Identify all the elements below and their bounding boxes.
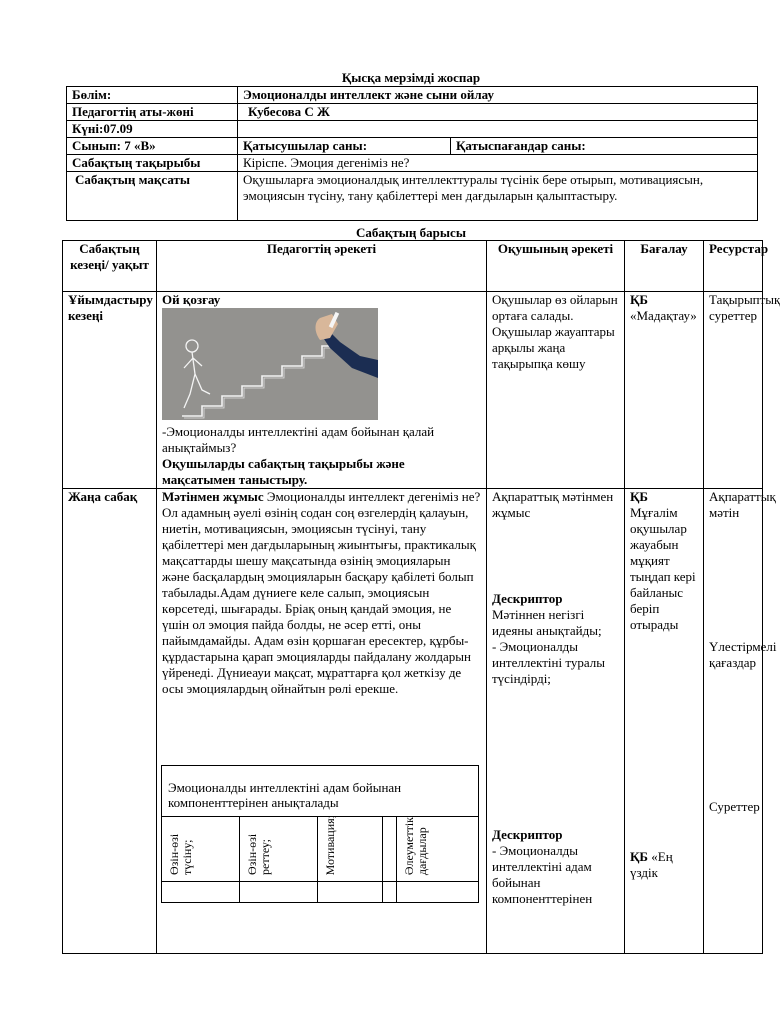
components-table [161,765,479,903]
text-work-paragraph [162,489,481,697]
col-resources: Ресурстар [704,241,763,292]
component-cell [240,882,318,903]
teacher-activity-1 [157,292,487,489]
assessment-2-text: Мұғалім оқушылар жауабын мұқият тыңдап кері байланыс беріп отырады [630,505,696,632]
component-motivation [318,814,383,882]
date-value [238,121,758,138]
assessment-3-type: ҚБ [630,849,649,864]
component-self-awareness-text: Өзін-өзі түсіну; [167,833,194,875]
student-activity-2 [487,489,625,954]
section-label: Бөлім: [67,87,238,104]
component-motivation-text: Мотивация; [323,814,337,875]
col-stage: Сабақтың кезеңі/ уақыт [63,241,157,292]
descriptor-label: Дескриптор [492,591,563,606]
components-header: Эмоционалды интеллектіні адам бойынан компоненттерінен анықталады [162,766,479,817]
resources-2 [704,489,777,954]
resources-2-top: Ақпараттық мәтін [709,489,776,520]
student-activity-2-top: Ақпараттық мәтінмен жұмыс [492,489,614,520]
stairs-illustration [162,308,378,420]
component-self-regulation-text: Өзін-өзі реттеу; [245,833,272,875]
resources-1: Тақырыптық суреттер [704,292,763,489]
warmup-question: -Эмоционалды интеллектіні адам бойынан қалай анықтаймыз? [162,424,435,455]
assessment-1-type: ҚБ [630,292,649,307]
progress-title: Сабақтың барысы [356,225,466,240]
student-activity-1: Оқушылар өз ойларын ортаға салады. Оқушылар жауаптары арқылы жаңа тақырыпқа көшу [487,292,625,489]
topic-intro: Оқушыларды сабақтың тақырыбы және мақсатымен таныстыру. [162,456,405,487]
teacher-label: Педагогтің аты-жөні [67,104,238,121]
descriptor2-items: - Эмоционалды интеллектіні адам бойынан компоненттерінен [492,843,593,906]
component-social-skills-text: Әлеуметтік дағдылар [402,816,429,875]
assessment-3-text: «Ең үздік [630,849,673,880]
date-label: Күні:07.09 [67,121,238,138]
header-table [66,86,758,221]
present-label: Қатысушылар саны: [238,138,451,155]
component-cell [383,882,397,903]
component-cell [397,882,479,903]
col-teacher: Педагогтің әрекеті [157,241,487,292]
text-work-body: Эмоционалды интеллект дегеніміз не? Ол адамның әуелі өзінің содан соң өзгелердің қалауын, ниетін, мотивациясын, эмоциясын түсінуі, тану қабілеттері мен дағдыларының жиынтығы, практикалық мақсаттарды шешу мақсатында өзінің эмоцияларын және басқалардың эмоцияларын басқару қабілеті болып табылады.Адам дүниеге келе салып, эмоциясын көрсетеді, шығарады. Бріақ оның қандай эмоция, не үшін ол эмоция пайда болды, не әсер етті, оны пайымдамайды. Адам өзін қоршаған ересектер, құрбы-құрдастарына қарап эмоцияларды пайдалану жолдарын үйренеді. Дүниеауи мақсат, мұраттарға қол жеткізу де осы эмоциялардың ойнайтын рөлі ерекше. [162,489,481,696]
topic-value: Кіріспе. Эмоция дегеніміз не? [238,155,758,172]
section-value: Эмоционалды интеллект және сыни ойлау [238,87,758,104]
component-empty [383,817,397,882]
class-label: Сынып: 7 «В» [67,138,238,155]
assessment-1 [625,292,704,489]
col-student: Оқушының әрекеті [487,241,625,292]
component-social-skills [397,817,479,882]
component-self-awareness [162,817,240,882]
assessment-2-type: ҚБ [630,489,649,504]
descriptor-items: Мәтіннен негізгі идеяны анықтайды; - Эмоционалды интеллектіні туралы түсіндірді; [492,607,605,686]
absent-label: Қатыспағандар саны: [451,138,758,155]
component-cell [318,882,383,903]
topic-label: Сабақтың тақырыбы [67,155,238,172]
component-cell [162,882,240,903]
assessment-3 [630,849,698,881]
component-self-regulation [240,817,318,882]
stage-new-lesson: Жаңа сабақ [63,489,157,954]
assessment-2 [625,489,704,954]
resources-2-mid: Үлестірмелі қағаздар [709,639,777,670]
stage-organization: Ұйымдастыру кезеңі [63,292,157,489]
col-assessment: Бағалау [625,241,704,292]
assessment-1-text: «Мадақтау» [630,308,697,323]
goal-label: Сабақтың мақсаты [67,172,238,221]
document-title: Қысқа мерзімді жоспар [341,70,481,85]
descriptor2-label: Дескриптор [492,827,563,842]
text-work-heading: Мәтінмен жұмыс [162,489,264,504]
goal-value: Оқушыларға эмоционалдық интеллекттуралы түсінік бере отырып, мотивациясын, эмоциясын түсіну, тану қабілеттері мен дағдыларын қалыптастыру. [238,172,758,221]
warmup-heading: Ой қозғау [162,292,221,307]
resources-2-bottom: Суреттер [709,799,760,814]
teacher-value: Кубесова С Ж [238,104,758,121]
